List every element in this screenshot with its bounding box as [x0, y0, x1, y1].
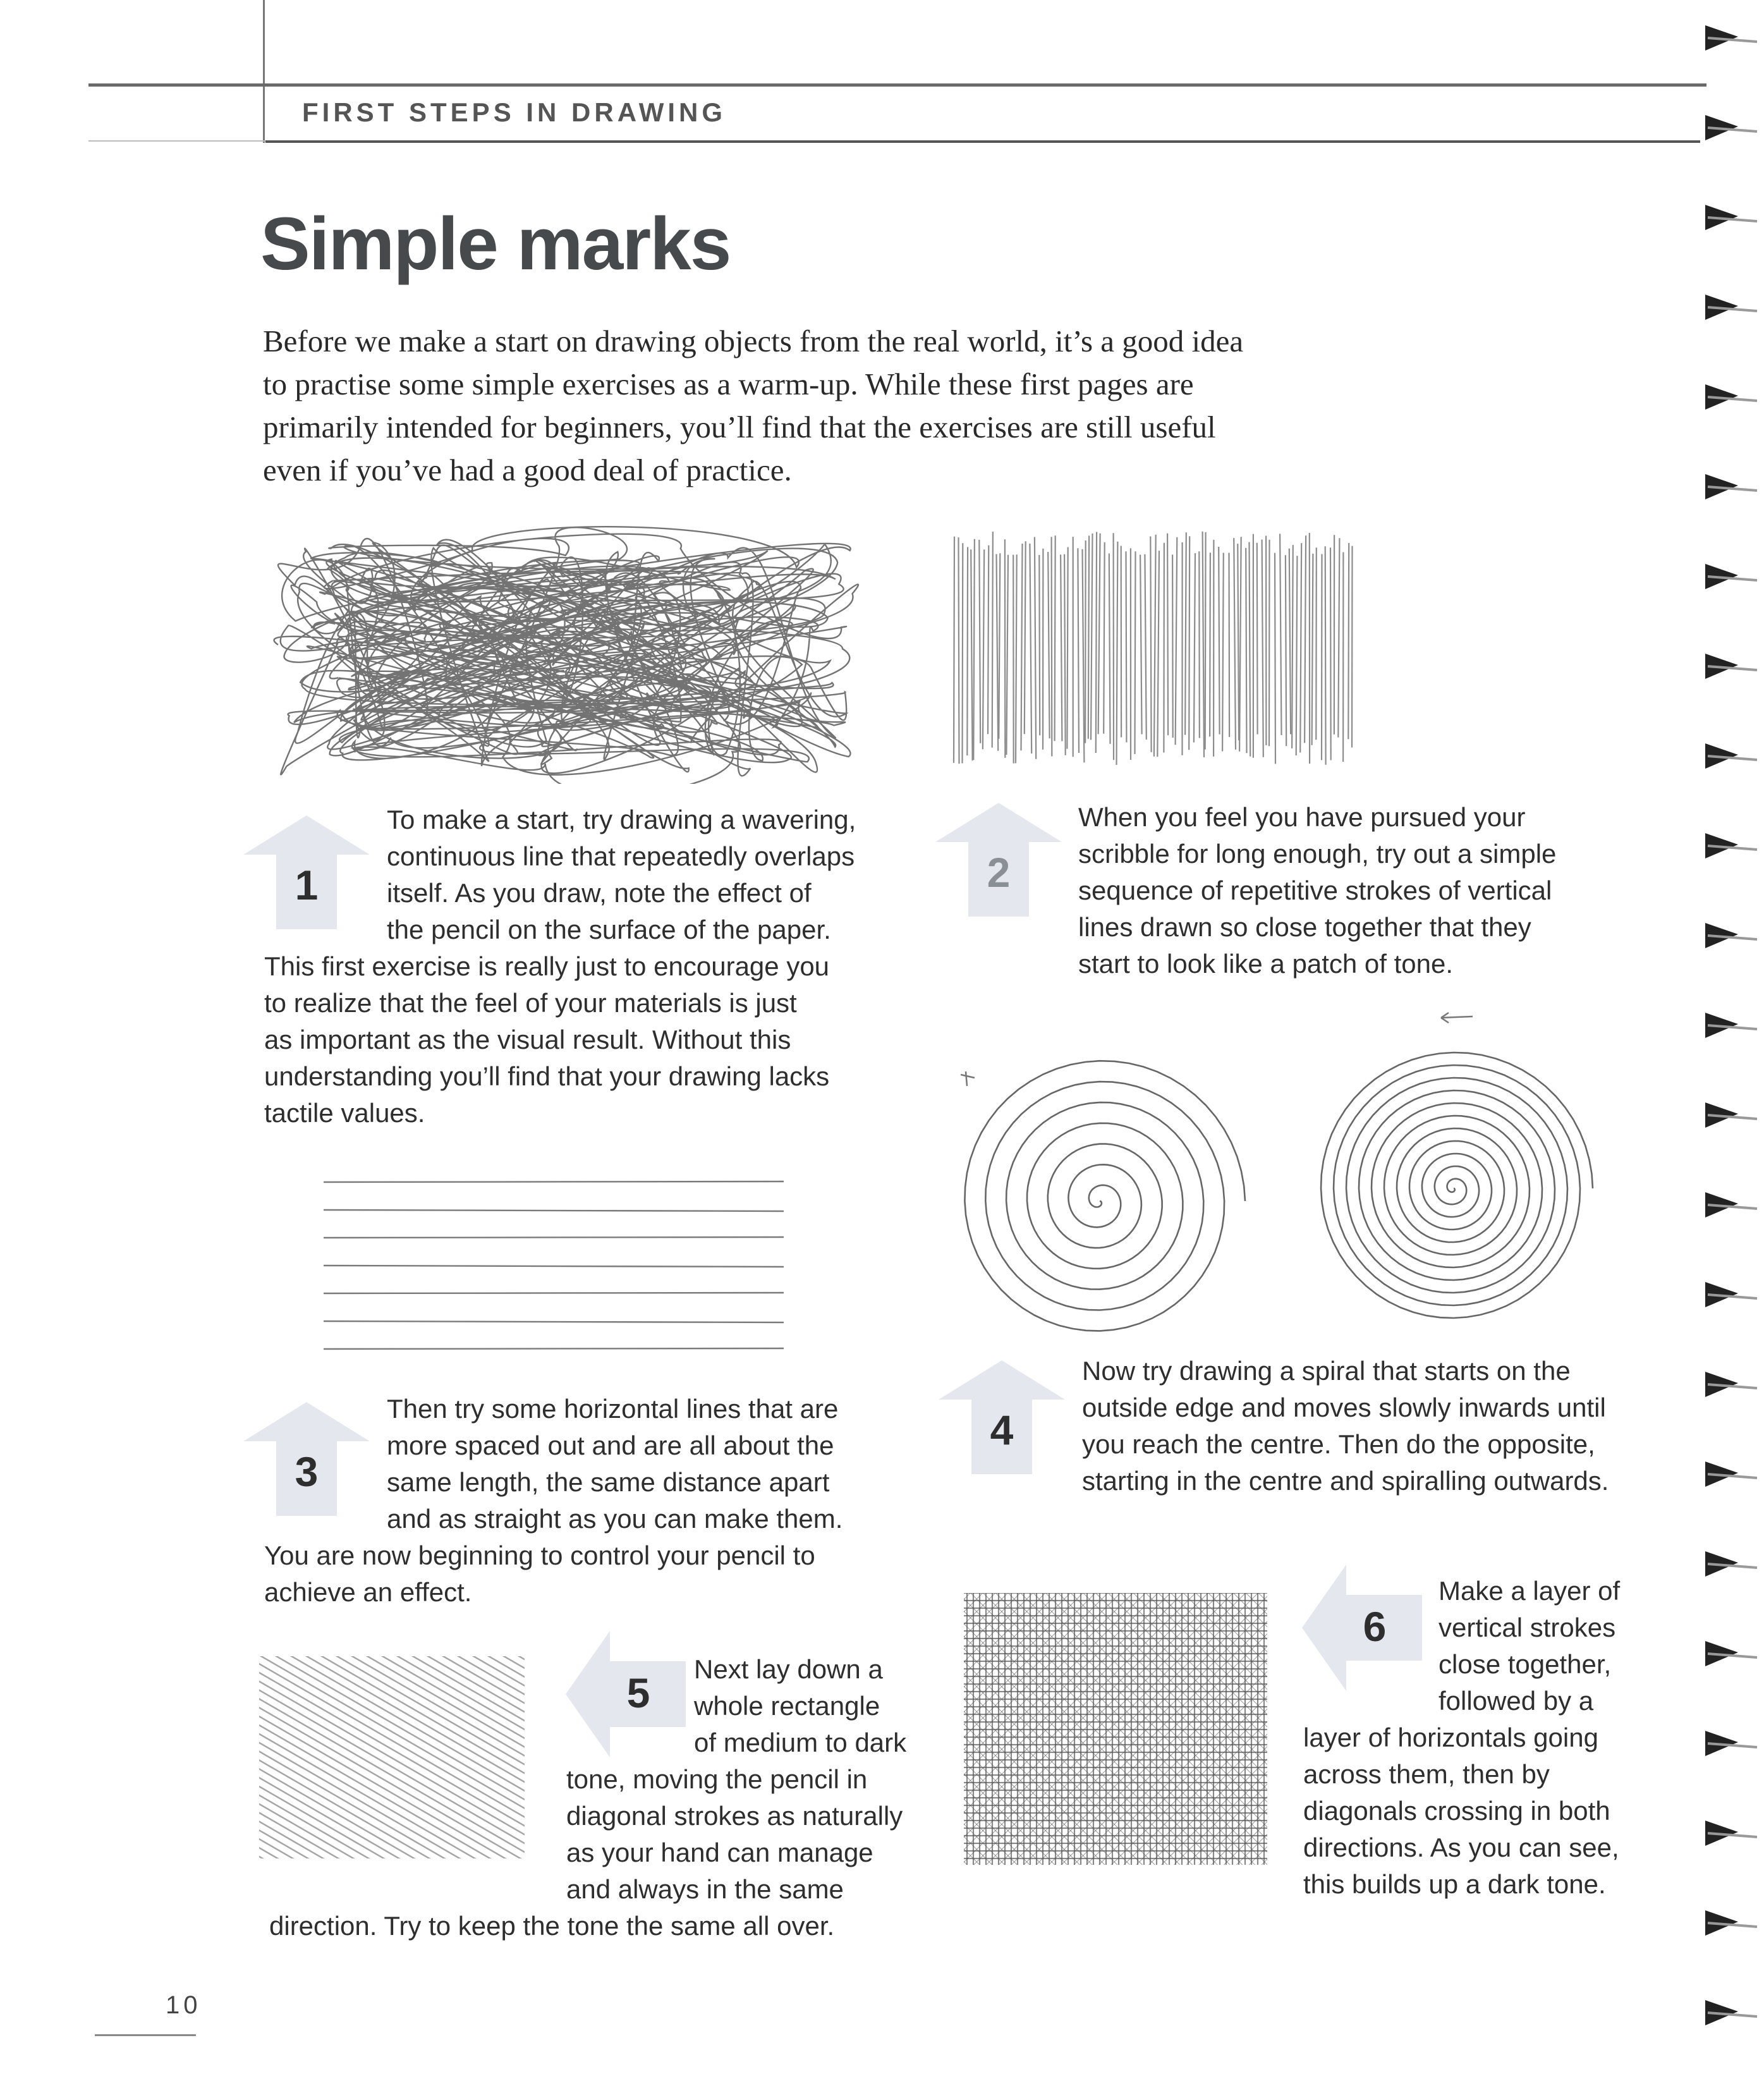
step-6-text-body: [1303, 1719, 1689, 1903]
step-1-up-arrow-badge: [243, 815, 370, 929]
step-1-text-lead: [387, 802, 905, 948]
text-line: Make a layer of: [1439, 1576, 1621, 1606]
text-line: outside edge and moves slowly inwards until: [1082, 1393, 1606, 1422]
vertical-strokes-drawing: [948, 518, 1359, 771]
page-title: Simple marks: [260, 202, 731, 286]
text-line: Now try drawing a spiral that starts on the: [1082, 1356, 1571, 1386]
text-line: same length, the same distance apart: [387, 1467, 830, 1497]
text-line: you reach the centre. Then do the opposite,: [1082, 1429, 1595, 1459]
footer-rule: [95, 2034, 196, 2036]
text-line: understanding you’ll find that your drawing lacks: [264, 1061, 830, 1091]
spirals-drawing: [942, 999, 1612, 1353]
step-5-text-lead: [694, 1651, 959, 1761]
text-line: direction. Try to keep the tone the same all over.: [269, 1911, 835, 1941]
step-number: 5: [626, 1669, 650, 1716]
text-line: the pencil on the surface of the paper.: [387, 915, 831, 944]
arrow-mark-icon: [961, 1071, 975, 1086]
step-number: 3: [295, 1448, 319, 1495]
text-line: as important as the visual result. Without this: [264, 1025, 791, 1054]
text-line: When you feel you have pursued your: [1078, 802, 1526, 832]
step-6-text-lead: [1439, 1573, 1691, 1719]
text-line: You are now beginning to control your pencil to: [264, 1541, 815, 1570]
text-line: as your hand can manage: [566, 1838, 873, 1867]
diagonal-tone-drawing: [253, 1644, 537, 1871]
step-4-up-arrow-badge: [939, 1360, 1065, 1474]
step-number: 4: [990, 1407, 1014, 1453]
step-5-text-mid: [566, 1761, 971, 1908]
text-line: To make a start, try drawing a wavering,: [387, 805, 856, 834]
text-line: scribble for long enough, try out a simple: [1078, 839, 1557, 869]
intro-line: even if you’ve had a good deal of practice.: [263, 453, 792, 487]
step-4-text: [1082, 1353, 1689, 1499]
text-line: starting in the centre and spiralling outwards.: [1082, 1466, 1609, 1496]
intro-line: primarily intended for beginners, you’ll find that the exercises are still useful: [263, 410, 1216, 444]
spiral-binding: [1694, 0, 1764, 2081]
text-line: tactile values.: [264, 1098, 425, 1128]
text-line: and as straight as you can make them.: [387, 1504, 843, 1534]
intro-line: to practise some simple exercises as a warm-up. While these first pages are: [263, 367, 1194, 401]
text-line: diagonal strokes as naturally: [566, 1801, 903, 1831]
text-line: whole rectangle: [694, 1691, 880, 1721]
text-line: to realize that the feel of your materials is just: [264, 988, 797, 1018]
text-line: Then try some horizontal lines that are: [387, 1394, 839, 1424]
step-5-left-arrow-badge: [566, 1631, 686, 1757]
text-line: vertical strokes: [1439, 1613, 1616, 1642]
section-label: FIRST STEPS IN DRAWING: [302, 97, 727, 127]
crosshatch-drawing: [951, 1574, 1280, 1877]
intro-paragraph: [263, 320, 1350, 492]
text-line: achieve an effect.: [264, 1577, 472, 1607]
page-number: 10: [166, 1991, 202, 2019]
text-line: Next lay down a: [694, 1654, 883, 1684]
text-line: across them, then by: [1303, 1759, 1550, 1789]
text-line: and always in the same: [566, 1874, 844, 1904]
step-5-text-tail: [269, 1908, 964, 1944]
header-top-rule: [88, 83, 1706, 87]
header-bottom-rule: [265, 140, 1700, 143]
header-left-rule: [88, 140, 265, 142]
step-number: 2: [987, 849, 1011, 896]
horizontal-lines-drawing: [316, 1169, 796, 1378]
text-line: more spaced out and are all about the: [387, 1431, 834, 1460]
text-line: diagonals crossing in both: [1303, 1796, 1610, 1826]
step-number: 1: [295, 862, 319, 908]
text-line: layer of horizontals going: [1303, 1723, 1598, 1752]
arrow-mark-icon: [1441, 1013, 1473, 1023]
step-2-up-arrow-badge: [935, 803, 1062, 917]
text-line: itself. As you draw, note the effect of: [387, 878, 812, 908]
text-line: of medium to dark: [694, 1728, 907, 1757]
text-line: close together,: [1439, 1649, 1612, 1679]
text-line: lines drawn so close together that they: [1078, 912, 1531, 942]
step-6-left-arrow-badge: [1302, 1565, 1422, 1691]
text-line: tone, moving the pencil in: [566, 1764, 868, 1794]
scribble-drawing: [265, 518, 872, 784]
step-number: 6: [1363, 1603, 1387, 1650]
step-3-text-body: [264, 1537, 896, 1611]
text-line: continuous line that repeatedly overlaps: [387, 841, 855, 871]
text-line: this builds up a dark tone.: [1303, 1869, 1606, 1899]
header-vertical-rule: [263, 0, 265, 143]
text-line: followed by a: [1439, 1686, 1594, 1716]
text-line: sequence of repetitive strokes of vertical: [1078, 876, 1552, 905]
step-3-text-lead: [387, 1391, 905, 1537]
step-3-up-arrow-badge: [243, 1402, 370, 1516]
text-line: directions. As you can see,: [1303, 1833, 1619, 1862]
intro-line: Before we make a start on drawing objects from the real world, it’s a good idea: [263, 324, 1244, 358]
text-line: start to look like a patch of tone.: [1078, 949, 1454, 979]
step-2-text: [1078, 799, 1660, 982]
text-line: This first exercise is really just to encourage you: [264, 951, 830, 981]
step-1-text-body: [264, 948, 896, 1132]
